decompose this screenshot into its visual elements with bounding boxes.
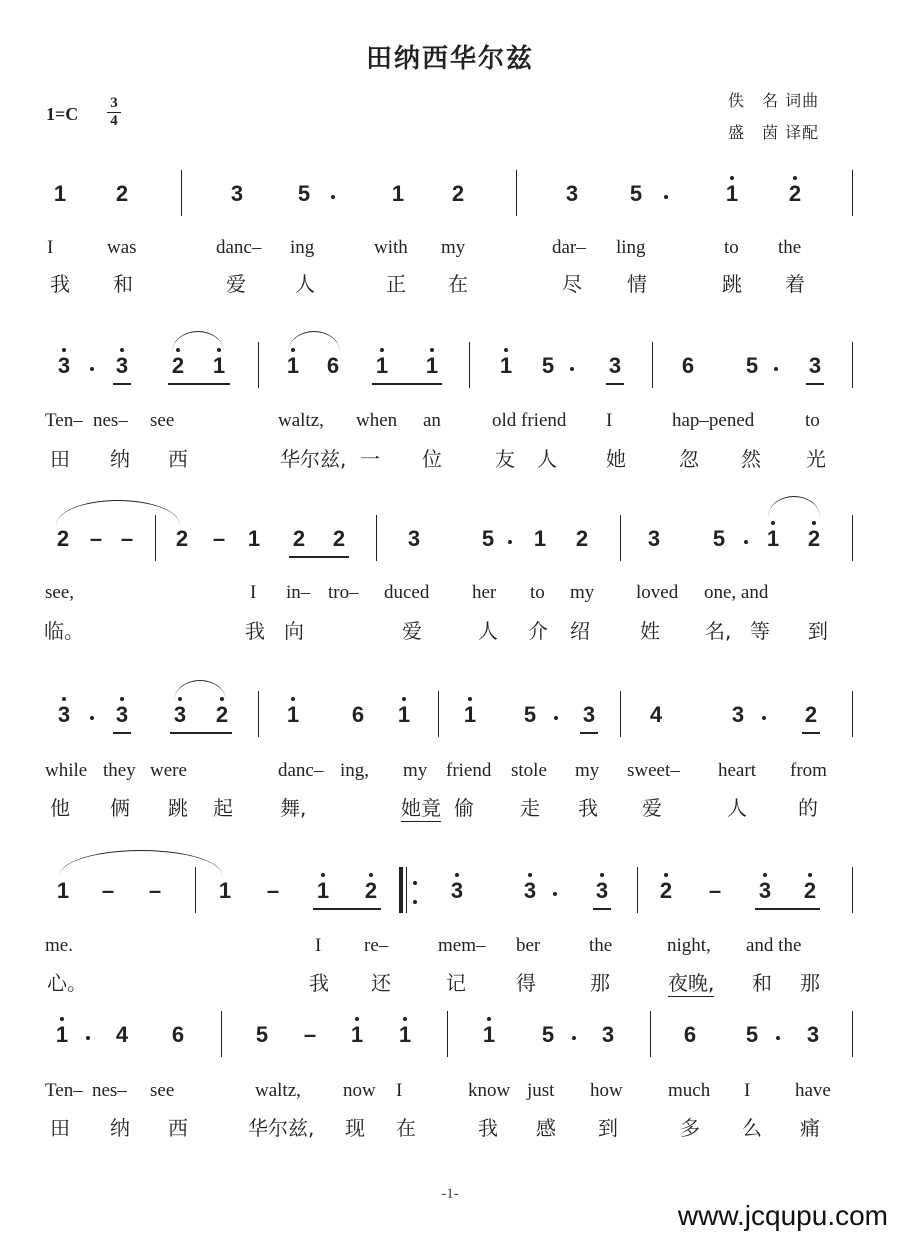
lyric-en: I xyxy=(315,935,322,956)
time-signature xyxy=(104,95,124,130)
augmentation-dot xyxy=(90,367,94,371)
augmentation-dot xyxy=(553,892,557,896)
note: 6 xyxy=(326,353,340,378)
barline xyxy=(258,691,259,737)
barline xyxy=(620,515,621,561)
slur xyxy=(288,331,340,352)
note: 1 xyxy=(247,526,261,551)
lyric-zh: 俩 xyxy=(110,796,130,820)
lyric-en: I xyxy=(47,237,54,258)
note: 3 xyxy=(808,353,822,378)
lyric-zh: 现 xyxy=(345,1116,365,1140)
note-high: 1 xyxy=(311,878,335,904)
lyric-zh: 走 xyxy=(520,796,540,820)
note: 5 xyxy=(481,526,495,551)
augmentation-dot xyxy=(554,716,558,720)
staff-line-5 xyxy=(0,878,900,918)
note: 5 xyxy=(712,526,726,551)
note-high: 1 xyxy=(392,702,416,728)
note-high: 2 xyxy=(359,878,383,904)
note-high: 2 xyxy=(802,526,826,552)
lyric-zh: 着 xyxy=(785,272,805,296)
note-high: 1 xyxy=(458,702,482,728)
note-high: 3 xyxy=(590,878,614,904)
lyric-zh: 华尔兹, xyxy=(248,1116,315,1140)
lyric-zh: 等 xyxy=(750,619,770,643)
lyric-en: from xyxy=(790,760,827,781)
lyric-en: my xyxy=(575,760,600,781)
barline xyxy=(258,342,259,388)
augmentation-dot xyxy=(664,195,668,199)
note: 2 xyxy=(175,526,189,551)
augmentation-dot xyxy=(331,195,335,199)
lyric-en: ing xyxy=(290,237,315,258)
note: 5 xyxy=(523,702,537,727)
lyric-en: see, xyxy=(45,582,75,603)
tie xyxy=(56,500,180,525)
barline xyxy=(852,342,853,388)
lyric-en: was xyxy=(107,237,137,258)
note: 2 xyxy=(332,526,346,551)
note-high: 1 xyxy=(281,702,305,728)
note-high: 1 xyxy=(345,1022,369,1048)
note-high: 2 xyxy=(654,878,678,904)
lyric-en: an xyxy=(423,410,441,431)
credit-composer: 佚 名 词曲 xyxy=(728,91,820,110)
lyric-zh: 还 xyxy=(371,971,391,995)
lyric-en: nes– xyxy=(93,410,128,431)
augmentation-dot xyxy=(762,716,766,720)
note: 2 xyxy=(575,526,589,551)
note: 5 xyxy=(541,1022,555,1047)
barline xyxy=(516,170,517,216)
lyric-en: know xyxy=(468,1080,511,1101)
lyric-en: Ten– xyxy=(45,410,83,431)
lyric-en: ling xyxy=(616,237,646,258)
lyric-en: see xyxy=(150,1080,175,1101)
barline xyxy=(221,1011,222,1057)
underline xyxy=(313,908,381,910)
lyric-zh: 跳 xyxy=(168,796,188,820)
lyric-en: the xyxy=(778,237,802,258)
key-signature: 1=C xyxy=(46,104,79,124)
repeat-dot xyxy=(413,881,417,885)
lyric-en: waltz, xyxy=(278,410,324,431)
lyric-zh: 和 xyxy=(752,971,772,995)
lyric-en: I xyxy=(606,410,613,431)
lyric-en: much xyxy=(668,1080,711,1101)
repeat-barline-thin xyxy=(406,867,407,913)
note-high: 3 xyxy=(110,702,134,728)
dash: – xyxy=(212,526,226,551)
note-high: 1 xyxy=(477,1022,501,1048)
note-high: 1 xyxy=(281,353,305,379)
note: 6 xyxy=(351,702,365,727)
lyric-zh: 向 xyxy=(284,619,304,643)
note: 1 xyxy=(391,181,405,206)
page-number: -1- xyxy=(441,1186,459,1202)
lyric-zh: 人 xyxy=(727,796,747,820)
lyric-en: my xyxy=(441,237,466,258)
underline xyxy=(372,383,442,385)
lyric-zh: 到 xyxy=(808,619,828,643)
lyric-en: they xyxy=(103,760,136,781)
lyric-zh: 尽 xyxy=(562,272,582,296)
repeat-dot xyxy=(413,900,417,904)
lyric-en: my xyxy=(570,582,595,603)
lyric-en: just xyxy=(527,1080,555,1101)
underline xyxy=(580,732,598,734)
lyric-zh: 和 xyxy=(113,272,133,296)
lyric-zh: 我 xyxy=(309,971,329,995)
note-high: 2 xyxy=(166,353,190,379)
credit-translator: 盛 茵 译配 xyxy=(728,123,820,142)
lyric-zh: 人 xyxy=(537,447,557,471)
lyric-en: stole xyxy=(511,760,547,781)
lyric-zh: 一 xyxy=(360,447,380,471)
lyric-en: to xyxy=(530,582,545,603)
note: 2 xyxy=(804,702,818,727)
lyric-en: duced xyxy=(384,582,430,603)
underline xyxy=(113,732,131,734)
staff-line-6 xyxy=(0,1022,900,1062)
dash: – xyxy=(120,526,134,551)
barline xyxy=(438,691,439,737)
lyric-zh: 我 xyxy=(50,272,70,296)
underline xyxy=(113,383,131,385)
barline xyxy=(376,515,377,561)
note: 3 xyxy=(582,702,596,727)
lyric-zh: 正 xyxy=(386,272,406,296)
note: 5 xyxy=(541,353,555,378)
tie xyxy=(60,850,222,875)
note-high: 3 xyxy=(753,878,777,904)
lyric-zh: 夜晚, xyxy=(668,967,714,997)
lyric-zh: 我 xyxy=(578,796,598,820)
note-high: 3 xyxy=(52,353,76,379)
lyric-zh: 然 xyxy=(741,447,761,471)
lyric-zh: 西 xyxy=(168,1116,188,1140)
lyric-en: hap–pened xyxy=(672,410,755,431)
augmentation-dot xyxy=(570,367,574,371)
dash: – xyxy=(148,878,162,903)
lyric-zh: 姓 xyxy=(640,619,660,643)
lyric-en: tro– xyxy=(328,582,359,603)
lyric-zh: 临。 xyxy=(44,619,84,643)
note-high: 2 xyxy=(783,181,807,207)
note: 3 xyxy=(565,181,579,206)
lyric-zh: 爱 xyxy=(402,619,422,643)
note-high: 3 xyxy=(52,702,76,728)
lyric-en: see xyxy=(150,410,175,431)
lyric-zh: 的 xyxy=(798,796,818,820)
lyric-zh: 多 xyxy=(680,1116,700,1140)
note-high: 1 xyxy=(494,353,518,379)
lyric-zh: 那 xyxy=(590,971,610,995)
lyric-zh: 绍 xyxy=(570,619,590,643)
lyric-zh: 友 xyxy=(495,447,515,471)
lyric-zh: 在 xyxy=(448,272,468,296)
lyric-zh: 跳 xyxy=(722,272,742,296)
lyric-zh: 忽 xyxy=(679,447,699,471)
underline xyxy=(593,908,611,910)
underline xyxy=(168,383,230,385)
barline xyxy=(181,170,182,216)
site-watermark: www.jcqupu.com xyxy=(677,1200,888,1231)
lyric-zh: 感 xyxy=(536,1116,556,1140)
lyric-en: night, xyxy=(667,935,711,956)
note-high: 2 xyxy=(798,878,822,904)
barline xyxy=(620,691,621,737)
note: 3 xyxy=(647,526,661,551)
note: 1 xyxy=(56,878,70,903)
underline xyxy=(755,908,820,910)
lyric-en: and the xyxy=(746,935,802,956)
barline xyxy=(447,1011,448,1057)
note: 1 xyxy=(533,526,547,551)
note: 5 xyxy=(745,353,759,378)
song-title: 田纳西华尔兹 xyxy=(365,44,534,74)
note: 6 xyxy=(681,353,695,378)
lyric-zh: 到 xyxy=(598,1116,618,1140)
lyric-zh: 舞, xyxy=(280,796,307,820)
note-high: 3 xyxy=(445,878,469,904)
lyric-en: were xyxy=(150,760,187,781)
lyric-zh: 偷 xyxy=(454,796,474,820)
barline xyxy=(852,170,853,216)
lyric-en: mem– xyxy=(438,935,486,956)
lyric-zh: 心。 xyxy=(47,971,87,995)
lyric-en: now xyxy=(343,1080,376,1101)
lyric-zh: 那 xyxy=(800,971,820,995)
lyric-zh: 她 xyxy=(606,447,626,471)
note: 2 xyxy=(115,181,129,206)
dash: – xyxy=(101,878,115,903)
lyric-en: one, and xyxy=(704,582,769,603)
barline xyxy=(852,1011,853,1057)
lyric-en: have xyxy=(795,1080,831,1101)
repeat-barline-thick xyxy=(399,867,403,913)
lyric-en: waltz, xyxy=(255,1080,301,1101)
lyric-zh: 人 xyxy=(295,272,315,296)
underline xyxy=(606,383,624,385)
barline xyxy=(652,342,653,388)
note: 4 xyxy=(115,1022,129,1047)
lyric-zh: 人 xyxy=(478,619,498,643)
note-high: 1 xyxy=(761,526,785,552)
note-high: 3 xyxy=(110,353,134,379)
lyric-zh: 起 xyxy=(213,796,233,820)
lyric-en: Ten– xyxy=(45,1080,83,1101)
lyric-en: me. xyxy=(45,935,73,956)
lyric-zh: 我 xyxy=(245,619,265,643)
barline xyxy=(852,515,853,561)
note-high: 3 xyxy=(168,702,192,728)
note: 2 xyxy=(292,526,306,551)
lyric-en: how xyxy=(590,1080,623,1101)
lyric-en: I xyxy=(250,582,257,603)
barline xyxy=(469,342,470,388)
underline xyxy=(806,383,824,385)
lyric-zh: 我 xyxy=(478,1116,498,1140)
lyric-en: ing, xyxy=(340,760,370,781)
staff-line-4 xyxy=(0,702,900,742)
dash: – xyxy=(266,878,280,903)
lyric-zh: 痛 xyxy=(800,1116,820,1140)
augmentation-dot xyxy=(744,540,748,544)
lyric-zh: 她竟 xyxy=(401,792,441,822)
note: 2 xyxy=(56,526,70,551)
note-high: 3 xyxy=(518,878,542,904)
lyric-zh: 他 xyxy=(50,796,70,820)
lyric-en: to xyxy=(805,410,820,431)
lyric-en: the xyxy=(589,935,613,956)
augmentation-dot xyxy=(508,540,512,544)
lyric-en: my xyxy=(403,760,428,781)
note: 1 xyxy=(218,878,232,903)
lyric-zh: 纳 xyxy=(110,1116,130,1140)
lyric-en: danc– xyxy=(216,237,262,258)
note-high: 1 xyxy=(720,181,744,207)
lyric-en: in– xyxy=(286,582,311,603)
lyric-en: I xyxy=(396,1080,403,1101)
lyric-en: when xyxy=(356,410,398,431)
note: 6 xyxy=(683,1022,697,1047)
lyric-zh: 名, xyxy=(705,619,732,643)
augmentation-dot xyxy=(776,1036,780,1040)
note: 5 xyxy=(255,1022,269,1047)
lyric-en: dar– xyxy=(552,237,586,258)
lyric-en: her xyxy=(472,582,497,603)
note-high: 1 xyxy=(420,353,444,379)
note: 6 xyxy=(171,1022,185,1047)
lyric-zh: 纳 xyxy=(110,447,130,471)
barline xyxy=(852,691,853,737)
slur xyxy=(768,496,820,517)
lyric-en: old friend xyxy=(492,410,567,431)
barline xyxy=(852,867,853,913)
barline xyxy=(650,1011,651,1057)
lyric-en: nes– xyxy=(92,1080,127,1101)
lyric-en: while xyxy=(45,760,88,781)
lyric-en: re– xyxy=(364,935,389,956)
lyric-en: danc– xyxy=(278,760,324,781)
note: 3 xyxy=(407,526,421,551)
augmentation-dot xyxy=(572,1036,576,1040)
note: 3 xyxy=(230,181,244,206)
note: 3 xyxy=(608,353,622,378)
lyric-zh: 记 xyxy=(446,971,466,995)
note-high: 1 xyxy=(207,353,231,379)
staff-line-1 xyxy=(0,181,900,221)
lyric-en: sweet– xyxy=(627,760,680,781)
time-signature-top: 3 xyxy=(110,95,118,111)
lyric-zh: 情 xyxy=(627,272,647,296)
lyric-en: to xyxy=(724,237,739,258)
dash: – xyxy=(303,1022,317,1047)
note-high: 2 xyxy=(210,702,234,728)
note: 2 xyxy=(451,181,465,206)
lyric-zh: 华尔兹, xyxy=(280,447,347,471)
note: 5 xyxy=(745,1022,759,1047)
note: 3 xyxy=(806,1022,820,1047)
staff-line-2 xyxy=(0,353,900,393)
augmentation-dot xyxy=(86,1036,90,1040)
time-signature-bottom: 4 xyxy=(110,113,118,129)
note-high: 1 xyxy=(50,1022,74,1048)
dash: – xyxy=(89,526,103,551)
note: 5 xyxy=(629,181,643,206)
underline xyxy=(289,556,349,558)
barline xyxy=(637,867,638,913)
barline xyxy=(155,515,156,561)
lyric-zh: 爱 xyxy=(226,272,246,296)
staff-line-3 xyxy=(0,526,900,566)
note: 1 xyxy=(53,181,67,206)
note-high: 1 xyxy=(393,1022,417,1048)
note: 3 xyxy=(731,702,745,727)
lyric-zh: 田 xyxy=(50,1116,70,1140)
lyric-en: with xyxy=(374,237,408,258)
lyric-en: I xyxy=(744,1080,751,1101)
lyric-en: heart xyxy=(718,760,756,781)
lyric-zh: 田 xyxy=(50,447,70,471)
lyric-zh: 爱 xyxy=(642,796,662,820)
augmentation-dot xyxy=(774,367,778,371)
barline xyxy=(195,867,196,913)
lyric-en: friend xyxy=(446,760,492,781)
lyric-zh: 在 xyxy=(396,1116,416,1140)
note: 3 xyxy=(601,1022,615,1047)
lyric-en: ber xyxy=(516,935,541,956)
lyric-zh: 位 xyxy=(422,447,442,471)
lyric-zh: 得 xyxy=(516,971,536,995)
dash: – xyxy=(708,878,722,903)
lyric-zh: 西 xyxy=(168,447,188,471)
note: 5 xyxy=(297,181,311,206)
lyric-zh: 介 xyxy=(528,619,548,643)
note-high: 1 xyxy=(370,353,394,379)
lyric-zh: 光 xyxy=(806,447,826,471)
augmentation-dot xyxy=(90,716,94,720)
underline xyxy=(802,732,820,734)
lyric-en: loved xyxy=(636,582,679,603)
note: 4 xyxy=(649,702,663,727)
underline xyxy=(170,732,232,734)
lyric-zh: 么 xyxy=(742,1116,762,1140)
